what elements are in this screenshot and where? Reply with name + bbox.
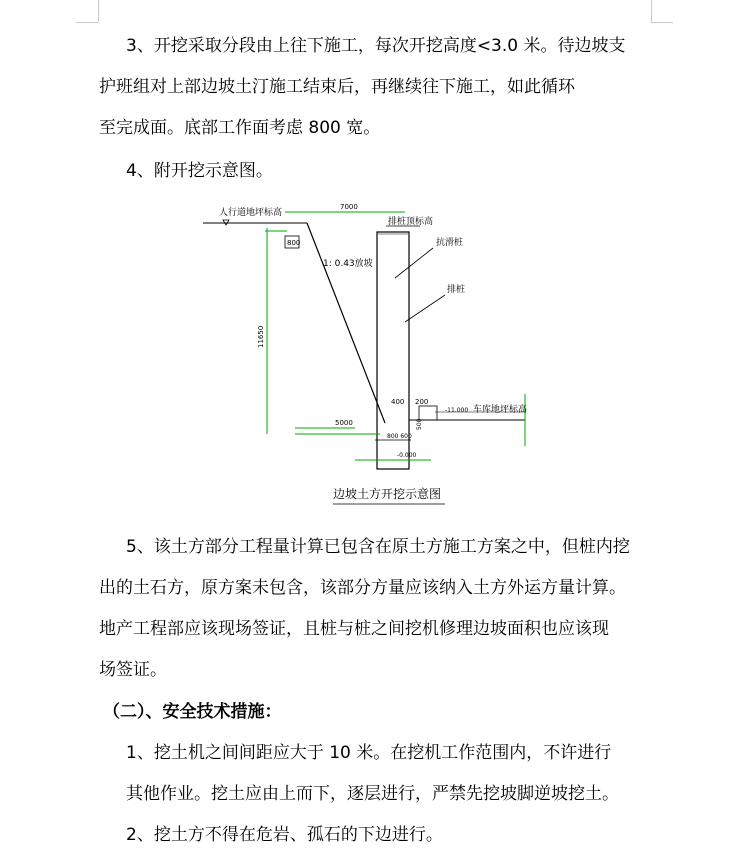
label-slope: 1: 0.43放坡	[323, 259, 373, 269]
label-sidewalk: 人行道地坪标高	[219, 208, 283, 218]
excavation-diagram	[195, 198, 540, 516]
text-line: 护班组对上部边坡土汀施工结束后，再继续往下施工，如此循环	[99, 77, 575, 97]
text-line: 出的土石方，原方案未包含，该部分方量应该纳入土方外运方量计算。	[99, 578, 626, 598]
paragraph-item-5	[99, 527, 686, 691]
section-heading	[103, 692, 663, 733]
text-line: 其他作业。挖土应由上而下，逐层进行，严禁先挖坡脚逆坡挖土。	[126, 784, 619, 804]
dim-400: 400	[391, 398, 405, 406]
label-pile-top: 排桩顶标高	[388, 217, 434, 227]
dim-5000: 5000	[335, 419, 353, 427]
text-line: （二）、安全技术措施：	[103, 702, 282, 722]
text-line: 1、挖土机之间间距应大于 10 米。在挖机工作范围内，不许进行	[126, 743, 612, 763]
page-corner-mark	[98, 0, 99, 22]
paragraph-item-4	[99, 151, 686, 192]
text-line: 3、开挖采取分段由上往下施工，每次开挖高度<3.0 米。待边坡支	[126, 36, 626, 56]
label-pile-row: 排桩	[447, 285, 466, 295]
figure-caption: 边坡土方开挖示意图	[333, 487, 442, 501]
paragraph-item-3	[99, 26, 686, 149]
label-anti-slip-pile: 抗滑桩	[436, 238, 464, 248]
label-elevation-bottom: -0.000	[397, 452, 417, 459]
safety-item-1	[99, 733, 686, 815]
label-basement: 车库地坪标高	[473, 405, 528, 415]
dim-7000: 7000	[340, 203, 358, 211]
page-corner-mark	[651, 22, 673, 23]
safety-item-2	[99, 815, 686, 856]
page-corner-mark	[651, 0, 652, 22]
dim-800-600: 800 600	[387, 433, 412, 440]
text-line: 地产工程部应该现场签证，且桩与桩之间挖机修理边坡面积也应该现	[99, 619, 609, 639]
dim-11650: 11650	[257, 325, 265, 348]
text-line: 场签证。	[99, 660, 167, 680]
dim-500: 500	[416, 418, 423, 430]
page-corner-mark	[76, 22, 98, 23]
text-line: 2、挖土方不得在危岩、孤石的下边进行。	[126, 825, 443, 845]
text-line: 5、该土方部分工程量计算已包含在原土方施工方案之中，但桩内挖	[126, 537, 630, 557]
dim-800: 800	[287, 239, 301, 247]
text-line: 4、附开挖示意图。	[126, 161, 273, 181]
text-line: 至完成面。底部工作面考虑 800 宽。	[99, 118, 381, 138]
dim-200: 200	[415, 398, 429, 406]
label-elevation-basement: -11.000	[445, 407, 469, 414]
